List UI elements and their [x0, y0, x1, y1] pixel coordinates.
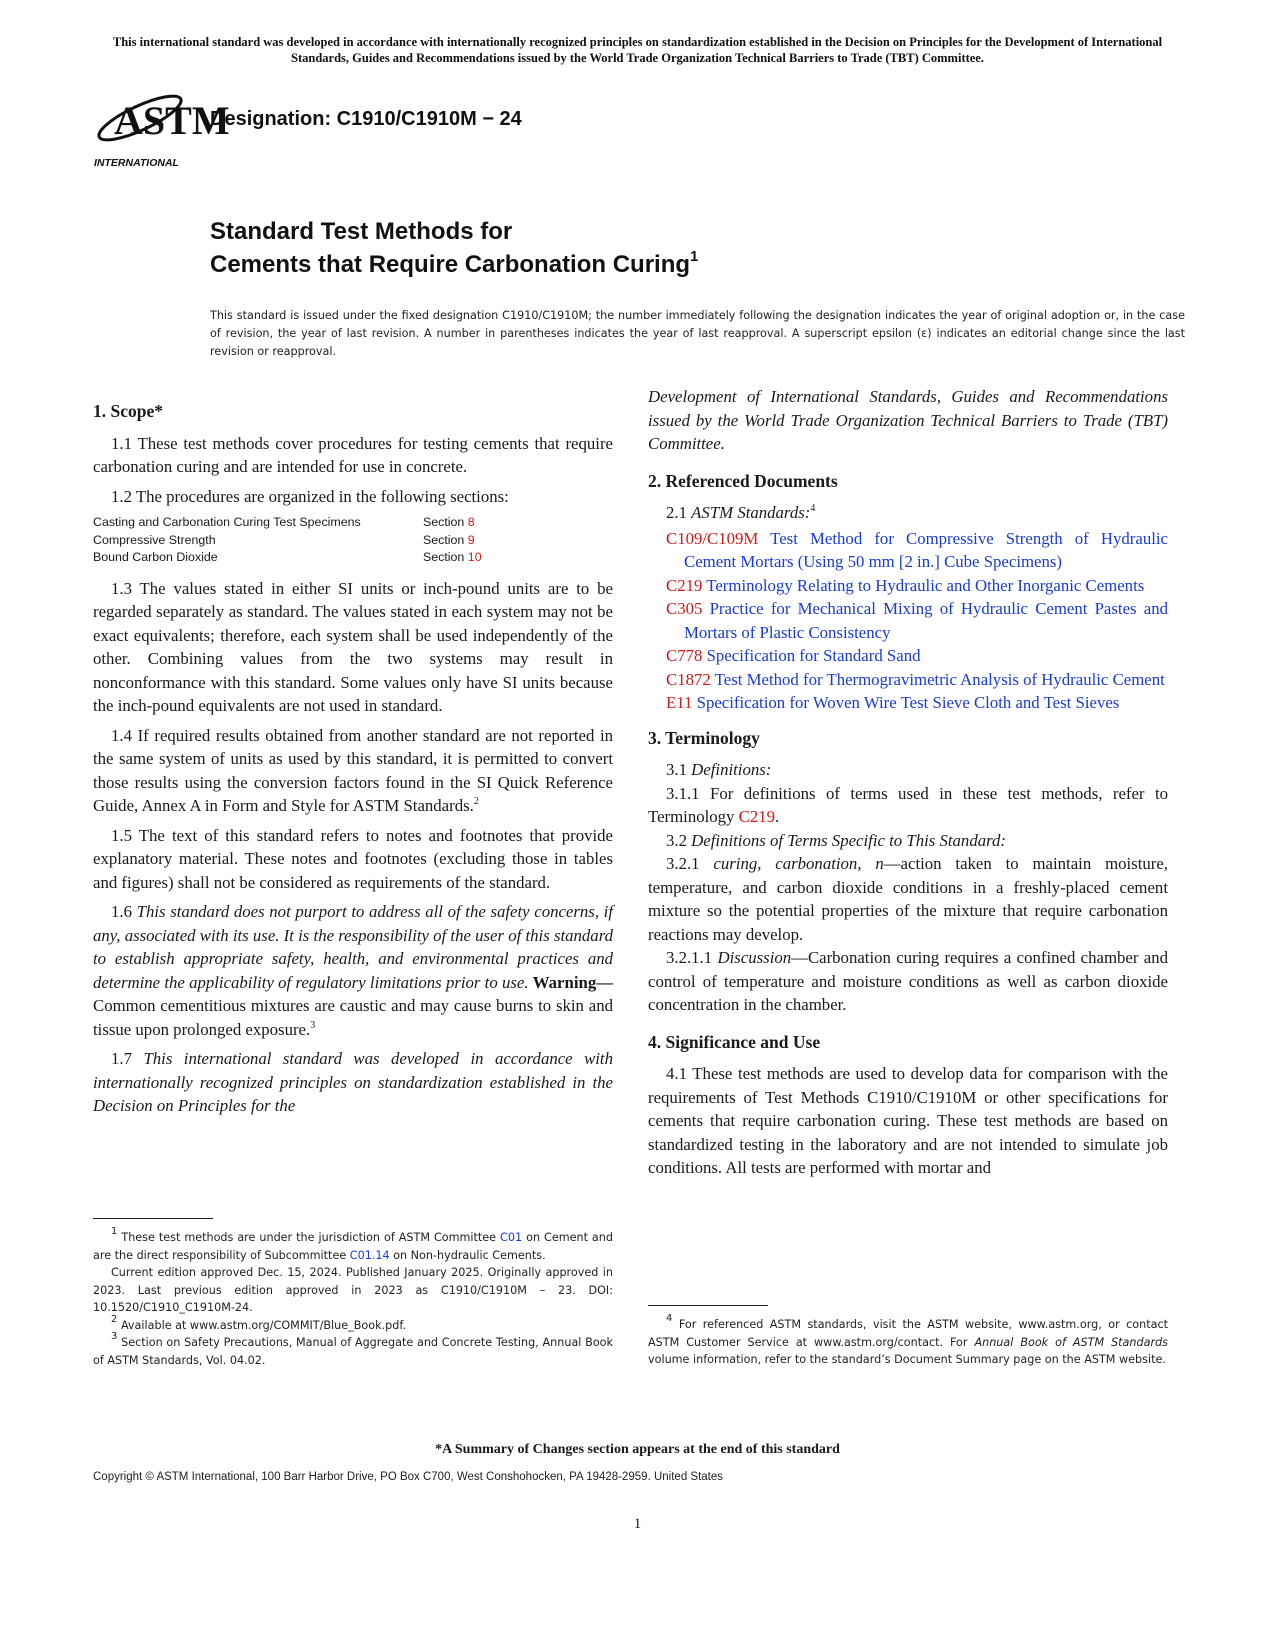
footnote-rule [648, 1305, 768, 1306]
title-line-2: Cements that Require Carbonation Curing$^1$ [210, 248, 699, 278]
referenced-documents-heading: 2. Referenced Documents [648, 470, 838, 491]
designation: Designation: C1910/C1910M − 24 [210, 108, 522, 130]
footnote-ref-2[interactable]: 2 [473, 796, 479, 807]
title-line-1: Standard Test Methods for [210, 218, 513, 245]
section-row: Compressive Strength Section 9 [93, 532, 613, 550]
footnote-2: $^2$ Available at www.astm.org/COMMIT/Blue_Book.pdf. [111, 1313, 407, 1332]
section-link[interactable]: 9 [467, 532, 475, 547]
reference-item[interactable] [648, 597, 1168, 644]
para-3-2: 3.2 Definitions of Terms Specific to This Standard: [666, 830, 1006, 850]
para-1-5: 1.5 The text of this standard refers to notes and footnotes that provide explanatory material. These notes and footnotes (excluding those in tables and figures) shall not be considered as requirements of the standard. [93, 825, 613, 892]
page-number: 1 [633, 1516, 642, 1532]
reference-list [648, 527, 1168, 715]
para-3-2-1-1: 3.2.1.1 Discussion—Carbonation curing requires a confined chamber and control of temperature and moisture conditions as well as carbon dioxide concentration in the chamber. [648, 948, 1169, 1014]
para-1-2: 1.2 The procedures are organized in the following sections: [111, 486, 509, 506]
reference-code: C305 [666, 599, 703, 618]
reference-title: Terminology Relating to Hydraulic and Other Inorganic Cements [706, 575, 1145, 595]
footnote-1: $^1$ These test methods are under the jurisdiction of ASTM Committee C01 on Cement and are the direct responsibility of Subcommittee C01.14 on Non-hydraulic Cements. [93, 1226, 613, 1262]
para-3-1-1: 3.1.1 For definitions of terms used in these test methods, refer to Terminology C219. [648, 783, 1168, 826]
subcommittee-link[interactable]: C01.14 [349, 1248, 390, 1262]
copyright: Copyright © ASTM International, 100 Barr Harbor Drive, PO Box C700, West Conshohocken, PA 19428-2959. United States [93, 1471, 724, 1483]
committee-link[interactable]: C01 [500, 1231, 523, 1244]
section-row: Casting and Carbonation Curing Test Specimens Section 8 [93, 514, 613, 532]
document-title [210, 215, 698, 281]
para-1-1: 1.1 These test methods cover procedures for testing cements that require carbonation curing and are intended for use in concrete. [93, 433, 613, 476]
footnotes [93, 1226, 613, 1369]
right-column [648, 385, 1169, 1366]
para-2-1: 2.1 ASTM Standards:$^4$ [666, 503, 816, 522]
footnote-ref-4[interactable]: 4 [810, 503, 816, 514]
para-1-7: 1.7 This international standard was developed in accordance with internationally recognized principles on standardization established in the Decision on Principles for the [93, 1049, 613, 1115]
footnotes [648, 1313, 1168, 1369]
astm-logo [92, 82, 230, 172]
para-3-2-1: 3.2.1 curing, carbonation, n—action taken to maintain moisture, temperature, and carbon dioxide conditions in a freshly-placed cement mixture so the potential properties of the mixture that require carbonation reactions may develop. [648, 854, 1168, 944]
section-link[interactable]: 10 [467, 550, 482, 564]
scope-heading: 1. Scope* [93, 401, 163, 421]
logo-subtitle: INTERNATIONAL [94, 157, 179, 169]
reference-title: Specification for Woven Wire Test Sieve Cloth and Test Sieves [696, 693, 1120, 712]
section-row: Bound Carbon Dioxide Section 10 [93, 549, 613, 567]
reference-title: Test Method for Compressive Strength of Hydraulic Cement Mortars (Using 50 mm [2 in.] Cube Specimens) [684, 528, 1168, 571]
left-column [93, 400, 613, 1367]
reference-item[interactable] [648, 691, 1168, 715]
reference-code: C1872 [666, 669, 711, 689]
reference-title: Specification for Standard Sand [706, 646, 921, 665]
para-4-1: 4.1 These test methods are used to develop data for comparison with the requirements of Test Methods C1910/C1910M or other specifications for cements that require carbonation curing. These test methods are based on standardized testing in the laboratory and are not intended to simulate job conditions. All tests are performed with mortar and [648, 1064, 1168, 1177]
footnote-ref-3[interactable]: 3 [310, 1019, 316, 1031]
reference-code: C219 [666, 575, 703, 595]
terminology-link[interactable]: C219 [738, 807, 776, 826]
reference-code: C778 [666, 646, 703, 665]
right-footnotes [648, 1305, 1168, 1369]
top-notice: This international standard was developed in accordance with internationally recognized principles on standardization established in the Decision on Principles for the Development of International Standards, Guides and Recommendations issued by the World Trade Organization Technical Barriers to Trade (TBT) Committee. [112, 35, 1163, 65]
para-1-7-continued: Development of International Standards, Guides and Recommendations issued by the World Trade Organization Technical Barriers to Trade (TBT) Committee. [648, 387, 1168, 453]
astm-logo-icon [92, 82, 230, 172]
reference-item[interactable] [648, 527, 1168, 574]
title-footnote-ref[interactable]: 1 [690, 248, 699, 265]
left-footnotes [93, 1218, 613, 1369]
section-link[interactable]: 8 [467, 515, 475, 529]
terminology-heading: 3. Terminology [648, 727, 760, 748]
reference-item[interactable] [648, 644, 1168, 668]
footnote-4: $^4$ For referenced ASTM standards, visit the ASTM website, www.astm.org, or contact ASTM Customer Service at www.astm.org/contact. For Annual Book of ASTM Standards volume information, refer to the standard’s Document Summary page on the ASTM website. [648, 1313, 1168, 1366]
reference-title: Practice for Mechanical Mixing of Hydraulic Cement Pastes and Mortars of Plastic Consistency [684, 599, 1168, 642]
summary-of-changes-note: *A Summary of Changes section appears at the end of this standard [435, 1442, 840, 1457]
reference-title: Test Method for Thermogravimetric Analysis of Hydraulic Cement [714, 669, 1165, 689]
significance-heading: 4. Significance and Use [648, 1031, 821, 1052]
para-3-1: 3.1 Definitions: [666, 760, 772, 779]
reference-code: E11 [666, 693, 693, 712]
footnote-3: $^3$ Section on Safety Precautions, Manual of Aggregate and Concrete Testing, Annual Book of ASTM Standards, Vol. 04.02. [93, 1331, 613, 1367]
reference-item[interactable] [648, 574, 1168, 598]
reference-code: C109/C109M [666, 528, 759, 548]
footnote-edition: Current edition approved Dec. 15, 2024. Published January 2025. Originally approved in 2023. Last previous edition approved in 2023 as C1910/C1910M – 23. DOI: 10.1520/C1910_C1910M-24. [93, 1266, 613, 1314]
para-1-6: 1.6 This standard does not purport to address all of the safety concerns, if any, associated with its use. It is the responsibility of the user of this standard to establish appropriate safety, health, and environmental practices and determine the applicability of regulatory limitations prior to use. Warning—Common cementitious mixtures are caustic and may cause burns to skin and tissue upon prolonged exposure.$^3$ [93, 902, 613, 1039]
reference-item[interactable] [648, 668, 1168, 692]
para-1-3: 1.3 The values stated in either SI units or inch-pound units are to be regarded separately as standard. The values stated in each system may not be exact equivalents; therefore, each system shall be used independently of the other. Combining values from the two systems may result in nonconformance with this standard. Some values only have SI units because the inch-pound equivalents are not used in standard. [93, 578, 613, 715]
footnote-rule [93, 1218, 213, 1219]
issuance-note: This standard is issued under the fixed designation C1910/C1910M; the number immediately following the designation indicates the year of original adoption or, in the case of revision, the year of last revision. A number in parentheses indicates the year of last reapproval. A superscript epsilon (ε) indicates an editorial change since the last revision or reapproval. [210, 309, 1185, 358]
para-1-4: 1.4 If required results obtained from another standard are not reported in the same system of units as used by this standard, it is permitted to convert those results using the conversion factors found in the SI Quick Reference Guide, Annex A in Form and Style for ASTM Standards.$^2$ [93, 725, 613, 815]
sections-list [93, 514, 613, 567]
svg-text:ASTM: ASTM [114, 98, 230, 143]
